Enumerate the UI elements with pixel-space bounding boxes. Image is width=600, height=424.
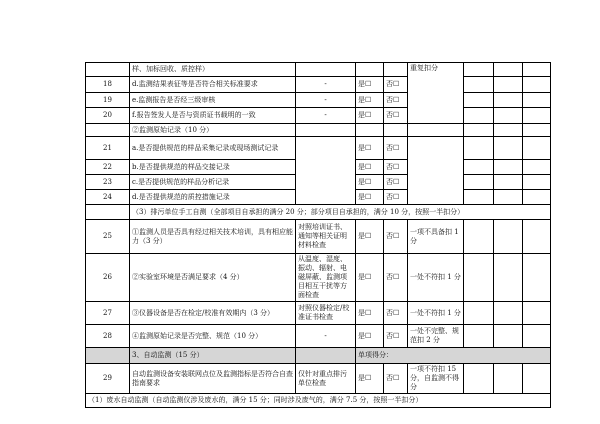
yes-checkbox[interactable]: 是☐ [356, 302, 384, 325]
criteria-text: - [296, 93, 356, 108]
criteria-text: 从温度、湿度、振动、辐射、电磁屏蔽、监测项目相互干扰等方面检查 [296, 254, 356, 302]
table-row [86, 108, 551, 124]
item-text: b.是否提供规范的样品交接记录 [130, 160, 296, 175]
table-row [86, 364, 551, 394]
criteria-text: - [296, 325, 356, 348]
criteria-text: - [296, 77, 356, 93]
no-checkbox[interactable]: 否☐ [384, 160, 408, 175]
row-number: 20 [86, 108, 130, 124]
yes-checkbox[interactable]: 是☐ [356, 364, 384, 394]
table-row [86, 348, 551, 364]
item-text: 自动监测设备安装联网点位及监测指标是否符合自查指南要求 [130, 364, 296, 394]
no-checkbox[interactable]: 否☐ [384, 108, 408, 124]
yes-checkbox[interactable]: 是☐ [356, 175, 384, 190]
table-row [86, 325, 551, 348]
yes-checkbox[interactable]: 是☐ [356, 108, 384, 124]
table-row [86, 93, 551, 108]
item-text: ①监测人员是否具有经过相关技术培训，具有相应能力（3 分） [130, 220, 296, 254]
item-text: d.监测结果表征等是否符合相关标准要求 [130, 77, 296, 93]
row-number: 25 [86, 220, 130, 254]
no-checkbox[interactable]: 否☐ [384, 77, 408, 93]
yes-checkbox[interactable]: 是☐ [356, 77, 384, 93]
yes-checkbox[interactable]: 是☐ [356, 220, 384, 254]
subsection-title: （3）排污单位手工自测（全部项目自承担的满分 20 分；部分项目自承担的，满分 10 分，按照一半扣分） [130, 205, 551, 220]
deduct-text: 一处不完整、规范扣 2 分 [408, 325, 464, 348]
row-number: 23 [86, 175, 130, 190]
item-text: a.是否提供规范的样品采集记录或现场测试记录 [130, 137, 296, 160]
no-checkbox[interactable]: 否☐ [384, 302, 408, 325]
deduct-text: 一处不符扣 1 分 [408, 302, 464, 325]
yes-checkbox[interactable]: 是☐ [356, 160, 384, 175]
criteria-text: - [296, 108, 356, 124]
row-number: 28 [86, 325, 130, 348]
criteria-text: 对照仪器检定/校准证书检查 [296, 302, 356, 325]
yes-checkbox[interactable]: 是☐ [356, 190, 384, 205]
row-number: 26 [86, 254, 130, 302]
row-number: 21 [86, 137, 130, 160]
row-number: 27 [86, 302, 130, 325]
item-text: 样、加标回收、质控样） [130, 63, 296, 77]
criteria-text: 仅针对重点排污单位检查 [296, 364, 356, 394]
no-checkbox[interactable]: 否☐ [384, 93, 408, 108]
item-text: e.监测报告是否经三级审核 [130, 93, 296, 108]
row-number: 22 [86, 160, 130, 175]
table-row [86, 205, 551, 220]
section-score-label: 单项得分： [356, 348, 551, 364]
deduct-text: 重复扣分 [408, 63, 464, 124]
item-text: c.是否提供规范的样品分析记录 [130, 175, 296, 190]
row-number: 19 [86, 93, 130, 108]
row-number: 24 [86, 190, 130, 205]
table-row [86, 302, 551, 325]
table-row [86, 124, 551, 137]
item-text: f.报告签发人是否与资质证书载明的一致 [130, 108, 296, 124]
table-row [86, 254, 551, 302]
yes-checkbox[interactable]: 是☐ [356, 325, 384, 348]
row-number: 18 [86, 77, 130, 93]
subsection-title: （1）废水自动监测（自动监测仪涉及废水的，满分 15 分；同时涉及废气的，满分 7.5 分，按照一半扣分） [86, 394, 551, 408]
deduct-text [408, 137, 464, 205]
table-row [86, 394, 551, 408]
item-text: ④监测原始记录是否完整、规范（10 分） [130, 325, 296, 348]
yes-checkbox[interactable]: 是☐ [356, 93, 384, 108]
item-text: d.是否提供规范的质控措施记录 [130, 190, 296, 205]
no-checkbox[interactable]: 否☐ [384, 325, 408, 348]
no-checkbox[interactable]: 否☐ [384, 364, 408, 394]
table-row [86, 63, 551, 77]
yes-checkbox[interactable]: 是☐ [356, 254, 384, 302]
deduct-text: 一处不符扣 1 分 [408, 254, 464, 302]
section-title: 3、自动监测（15 分） [130, 348, 296, 364]
table-row [86, 220, 551, 254]
no-checkbox[interactable]: 否☐ [384, 220, 408, 254]
no-checkbox[interactable]: 否☐ [384, 254, 408, 302]
item-text: ③仪器设备是否在检定/校准有效期内（3 分） [130, 302, 296, 325]
deduct-text: 一项不具备扣 1 分 [408, 220, 464, 254]
row-number: 29 [86, 364, 130, 394]
no-checkbox[interactable]: 否☐ [384, 190, 408, 205]
no-checkbox[interactable]: 否☐ [384, 137, 408, 160]
audit-table [85, 62, 551, 408]
table-row [86, 137, 551, 160]
no-checkbox[interactable]: 否☐ [384, 175, 408, 190]
table-row [86, 77, 551, 93]
subsection-title: ②监测原始记录（10 分） [130, 124, 296, 137]
criteria-text: 对照培训证书、通知等相关证明材料检查 [296, 220, 356, 254]
yes-checkbox[interactable]: 是☐ [356, 137, 384, 160]
criteria-text [296, 137, 356, 205]
item-text: ②实验室环境是否满足要求（4 分） [130, 254, 296, 302]
deduct-text: 一项不符扣 15 分，自监测不得分 [408, 364, 464, 394]
